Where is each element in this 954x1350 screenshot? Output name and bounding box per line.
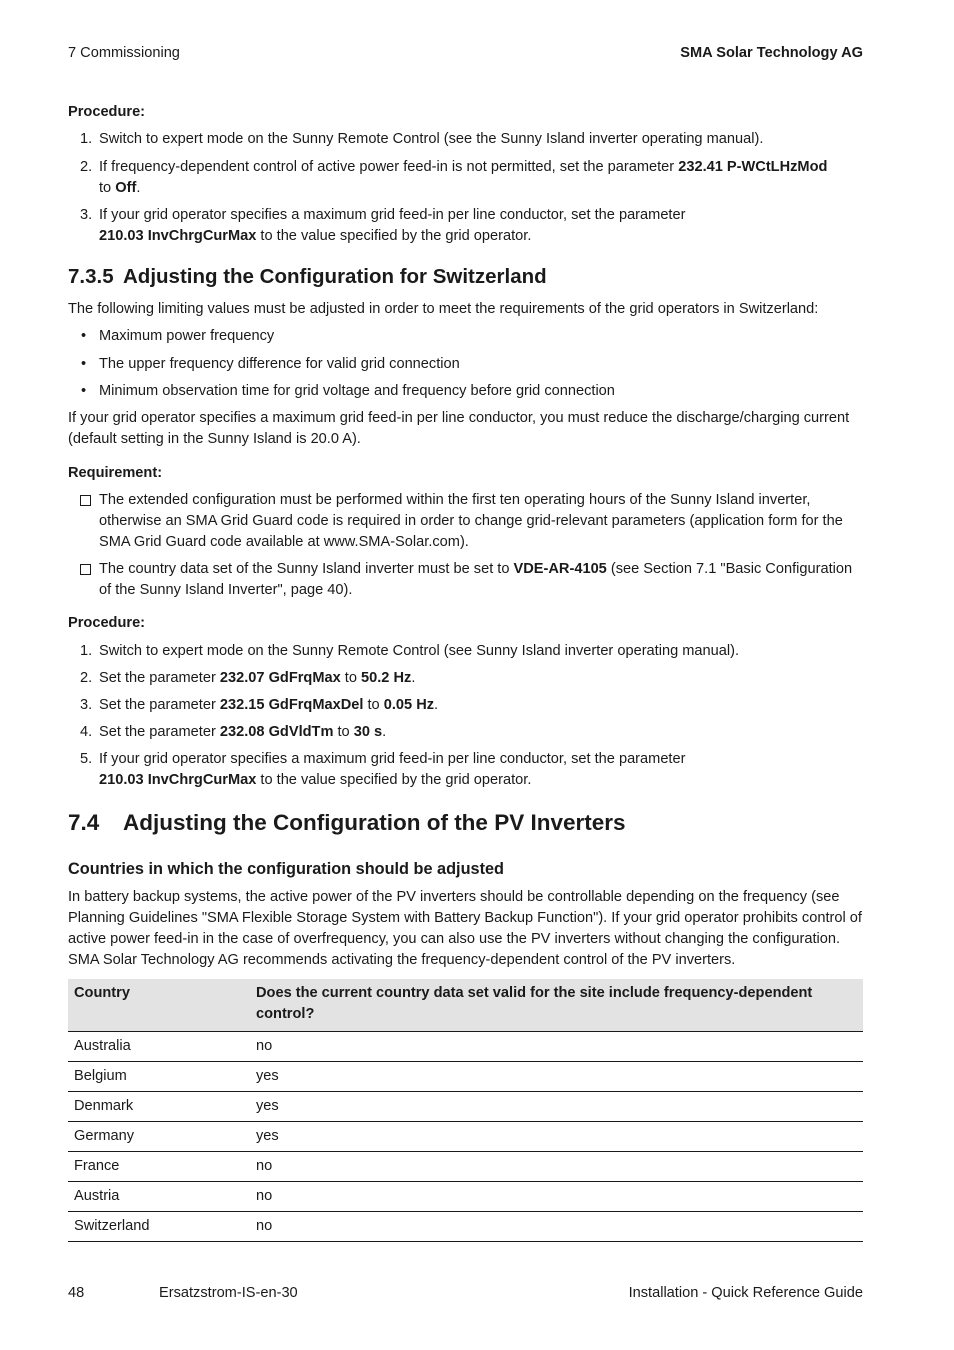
checkbox-icon xyxy=(80,564,91,575)
parameter-value: 50.2 Hz xyxy=(361,670,412,686)
table-cell-value: yes xyxy=(250,1092,863,1122)
table-row xyxy=(68,1182,863,1212)
page-footer xyxy=(68,1283,863,1305)
parameter-name: 232.15 GdFrqMaxDel xyxy=(219,697,364,713)
table-cell-value: no xyxy=(250,1182,863,1212)
table-cell-country: Belgium xyxy=(68,1062,250,1092)
parameter-name: 232.41 P-WCtLHzMod xyxy=(678,159,828,175)
table-cell-value: no xyxy=(250,1152,863,1182)
table-cell-value: no xyxy=(250,1032,863,1062)
parameter-value: 30 s xyxy=(353,724,383,740)
section-intro: The following limiting values must be adjusted in order to meet the requirements of the grid operators in Switzerland: xyxy=(68,301,819,317)
country-table xyxy=(68,979,863,1242)
table-row xyxy=(68,1032,863,1062)
parameter-name: 210.03 InvChrgCurMax xyxy=(99,772,257,788)
parameter-value: Off xyxy=(115,180,137,196)
header-company: SMA Solar Technology AG xyxy=(680,45,863,61)
table-header-row xyxy=(68,979,863,1032)
requirement-label: Requirement: xyxy=(68,465,163,481)
subheading: Countries in which the configuration should be adjusted xyxy=(68,860,504,878)
parameter-name: 232.07 GdFrqMax xyxy=(219,670,341,686)
page-header xyxy=(68,43,863,65)
procedure-label: Procedure: xyxy=(68,615,146,631)
table-row xyxy=(68,1062,863,1092)
document-id: Ersatzstrom-IS-en-30 xyxy=(159,1285,298,1301)
country-data-set: VDE-AR-4105 xyxy=(513,561,607,577)
table-row xyxy=(68,1122,863,1152)
table-cell-value: yes xyxy=(250,1122,863,1152)
section-paragraph: In battery backup systems, the active power of the PV inverters should be controllable depending on the frequency (see Planning Guidelines "SMA Flexible Storage System with Battery Backup Function"). If your grid operator prohibits control of active power feed-in in the case of overfrequency, you can also use the PV inverters without changing the configuration. SMA Solar Technology AG recommends activating the frequency-dependent control of the PV inverters. xyxy=(68,889,862,968)
table-cell-country: Switzerland xyxy=(68,1212,250,1242)
table-row xyxy=(68,1152,863,1182)
table-cell-value: no xyxy=(250,1212,863,1242)
procedure-label: Procedure: xyxy=(68,104,146,120)
table-cell-country: Germany xyxy=(68,1122,250,1152)
parameter-value: 0.05 Hz xyxy=(383,697,435,713)
header-chapter: 7 Commissioning xyxy=(68,45,180,61)
parameter-name: 232.08 GdVldTm xyxy=(219,724,334,740)
table-row xyxy=(68,1212,863,1242)
column-header-country: Country xyxy=(68,979,250,1032)
section-heading-7-4: 7.4 Adjusting the Configuration of the PV Inverters xyxy=(68,810,626,835)
table-cell-country: France xyxy=(68,1152,250,1182)
table-cell-country: Denmark xyxy=(68,1092,250,1122)
guide-title: Installation - Quick Reference Guide xyxy=(628,1285,863,1301)
table-cell-value: yes xyxy=(250,1062,863,1092)
table-row xyxy=(68,1092,863,1122)
table-cell-country: Australia xyxy=(68,1032,250,1062)
checkbox-icon xyxy=(80,495,91,506)
page-number: 48 xyxy=(68,1285,85,1301)
section-heading-7-3-5: 7.3.5 Adjusting the Configuration for Switzerland xyxy=(68,265,547,288)
parameter-name: 210.03 InvChrgCurMax xyxy=(99,228,257,244)
table-cell-country: Austria xyxy=(68,1182,250,1212)
column-header-frequency-control: Does the current country data set valid for the site include frequency-dependent control? xyxy=(250,979,863,1032)
section-note: If your grid operator specifies a maximum grid feed-in per line conductor, you must reduce the discharge/charging current (default setting in the Sunny Island is 20.0 A). xyxy=(68,410,850,447)
